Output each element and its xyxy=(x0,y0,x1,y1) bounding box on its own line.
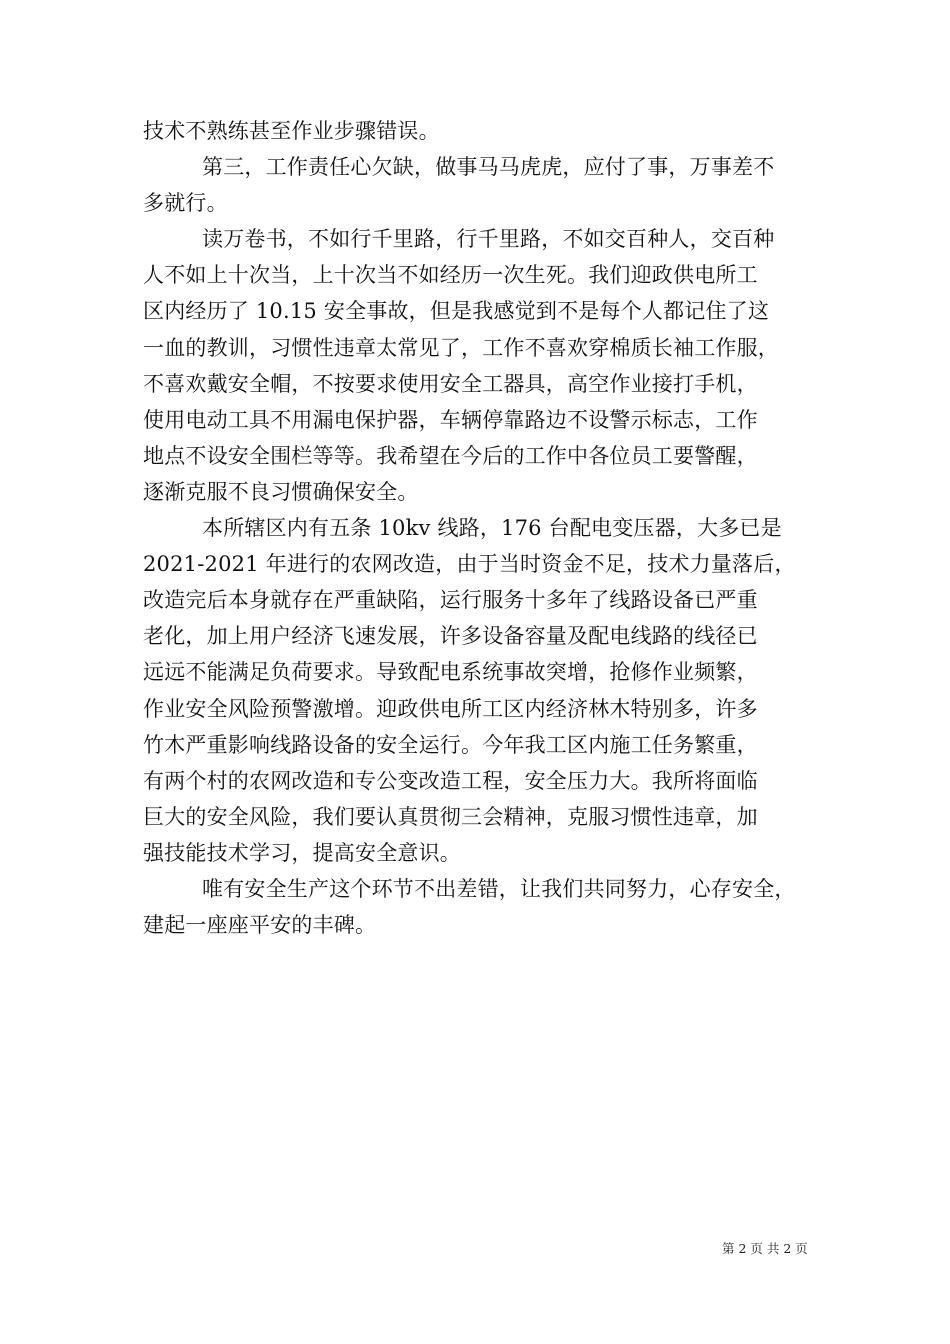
text-line: 强技能技术学习，提高安全意识。 xyxy=(143,840,461,865)
text-line: 逐渐克服不良习惯确保安全。 xyxy=(143,479,419,504)
text-line: 改造完后本身就存在严重缺陷，运行服务十多年了线路设备已严重 xyxy=(143,588,758,613)
text-line: 作业安全风险预警激增。迎政供电所工区内经济林木特别多，许多 xyxy=(143,696,758,721)
text-line: 2021-2021 年进行的农网改造，由于当时资金不足，技术力量落后， xyxy=(143,552,796,577)
paragraph-start-line: 第三，工作责任心欠缺，做事马马虎虎，应付了事，万事差不 xyxy=(202,155,775,180)
paragraph-start-line: 本所辖区内有五条 10kv 线路，176 台配电变压器，大多已是 xyxy=(202,516,782,541)
document-body xyxy=(143,113,811,943)
text-line: 老化，加上用户经济飞速发展，许多设备容量及配电线路的线径已 xyxy=(143,624,758,649)
text-line: 人不如上十次当，上十次当不如经历一次生死。我们迎政供电所工 xyxy=(143,263,758,288)
text-line: 有两个村的农网改造和专公变改造工程，安全压力大。我所将面临 xyxy=(143,768,758,793)
text-line: 区内经历了 10.15 安全事故，但是我感觉到不是每个人都记住了这 xyxy=(143,299,770,324)
text-line: 一血的教训，习惯性违章太常见了，工作不喜欢穿棉质长袖工作服， xyxy=(143,335,779,360)
text-line: 多就行。 xyxy=(143,191,228,216)
page-number-footer: 第 2 页 共 2 页 xyxy=(722,1241,808,1256)
paragraph-start-line: 读万卷书，不如行千里路，行千里路，不如交百种人，交百种 xyxy=(202,227,775,252)
text-line: 不喜欢戴安全帽，不按要求使用安全工器具，高空作业接打手机， xyxy=(143,371,758,396)
text-line: 建起一座座平安的丰碑。 xyxy=(143,913,377,938)
text-line: 巨大的安全风险，我们要认真贯彻三会精神，克服习惯性违章，加 xyxy=(143,804,758,829)
text-line: 使用电动工具不用漏电保护器，车辆停靠路边不设警示标志，工作 xyxy=(143,407,758,432)
paragraph-start-line: 唯有安全生产这个环节不出差错，让我们共同努力，心存安全， xyxy=(202,876,796,901)
text-line: 远远不能满足负荷要求。导致配电系统事故突增，抢修作业频繁， xyxy=(143,660,758,685)
text-line: 技术不熟练甚至作业步骤错误。 xyxy=(143,119,440,143)
text-line: 地点不设安全围栏等等。我希望在今后的工作中各位员工要警醒， xyxy=(143,443,758,468)
text-line: 竹木严重影响线路设备的安全运行。今年我工区内施工任务繁重， xyxy=(143,732,758,757)
